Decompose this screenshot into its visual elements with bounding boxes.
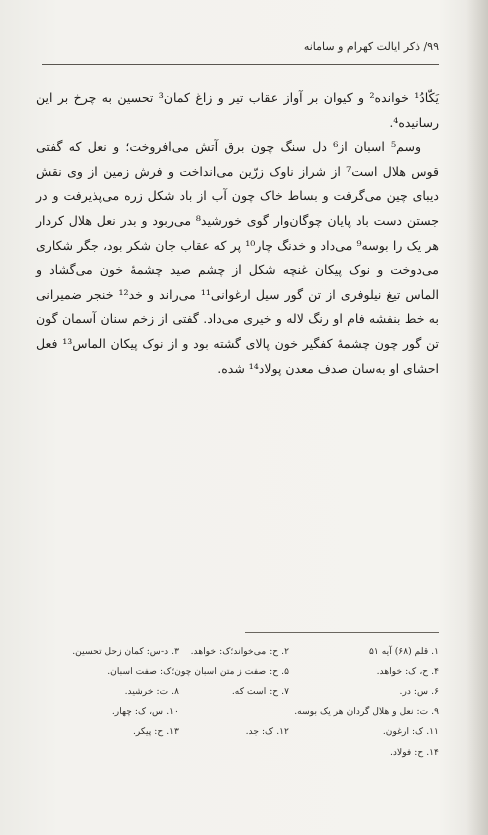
footnote-rule	[245, 632, 439, 633]
running-header: ۹۹/ ذکر ایالت کهرام و سامانه	[303, 40, 439, 53]
footnote: ۹. ت: نعل و هلال گردان هر یک بوسه.	[294, 706, 439, 718]
footnote: ۲. ح: می‌خواند؛ک: خواهد.	[190, 645, 289, 657]
footnote: ۳. د-س: کمان زحل تحسین.	[72, 645, 179, 657]
footnote-row	[95, 742, 439, 762]
footnotes	[72, 641, 439, 762]
footnote: ۵. ح: صفت ز متن اسبان چون؛ک: صفت اسبان.	[107, 665, 289, 677]
paragraph: یَکّادُ¹ خوانده² و کیوان بر آواز عقاب تیر و زاغ کمان³ تحسین به چرخ بر این رسانیده⁴.	[36, 90, 439, 130]
footnote: ۱۱. ک: ارغون.	[382, 726, 439, 738]
footnote: ۶. س: در.	[399, 685, 439, 697]
footnote-row	[72, 641, 439, 661]
footnote: ۱. قلم (۶۸) آیه ۵۱	[368, 645, 439, 657]
footnote: ۷. ح: است که.	[231, 685, 289, 697]
footnote: ۱۰. س، ک: چهار.	[111, 706, 179, 718]
footnote: ۴. ح، ک: خواهد.	[376, 665, 439, 677]
footnote-row	[95, 702, 439, 722]
paragraph: وسم⁵ اسبان از⁶ دل سنگ چون برق آتش می‌افروخت؛ و نعل که گفتی قوس هلال است⁷ از شراز ناوک زرّین می‌انداخت و فرش زمین از وی نقش دیبای چین می‌گرفت و بساط خاک چون آب از باد شکل زره می‌پذیرفت و در جستن دست باد پایان چوگان‌وار گوی خورشید⁸ می‌ربود و بدر نعل هلال کردار هر یک را بوسه⁹ می‌داد و خدنگ چار¹⁰ پر که عقاب جان شکر بود، جگر شکاری می‌دوخت و نوک پیکان غنچه شکل از چشم صید چشمهٔ خون می‌گشاد و الماس تیغ نیلوفری از تن گور سیل ارغوانی¹¹ می‌راند و خد¹² خنجر ضمیرانی به خط بنفشه فام او رنگ لاله و خیری می‌داد. گفتی از زخم سنان آسمان گون تن گور چون چشمهٔ کفگیر خون پالای گشته بود و از نوک پیکان الماس¹³ فعل احشای او به‌سان صدف معدن پولاد¹⁴ شده.	[36, 139, 439, 376]
footnote: ۱۳. ح: پیکر.	[132, 726, 179, 738]
footnote: ۱۴. ح: فولاد.	[389, 746, 439, 758]
footnote-row	[95, 722, 439, 742]
page-gutter-shadow	[466, 0, 488, 835]
footnote: ۸. ت: خرشید.	[124, 685, 179, 697]
header-rule	[42, 64, 439, 65]
footnote-row	[95, 661, 439, 681]
main-text	[36, 86, 439, 381]
footnote: ۱۲. ک: جد.	[245, 726, 289, 738]
footnote-row	[95, 681, 439, 701]
